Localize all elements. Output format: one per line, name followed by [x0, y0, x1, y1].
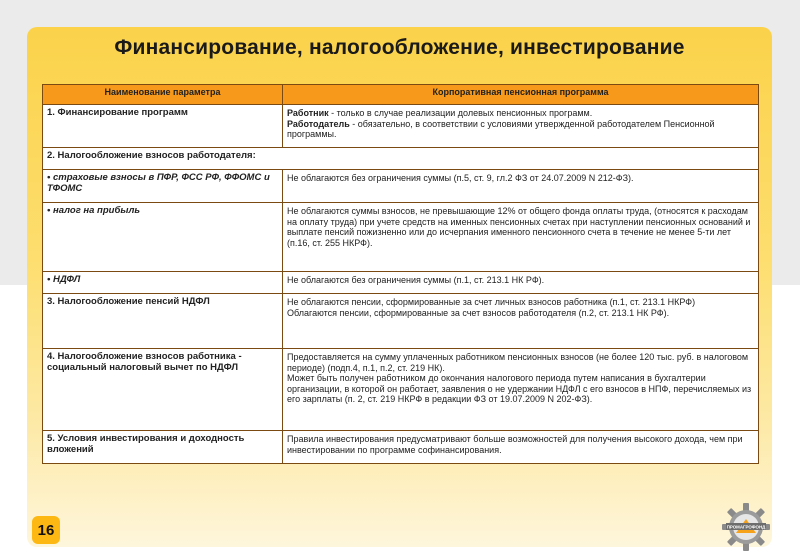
value-bold: Работодатель — [287, 118, 350, 129]
param-cell: • НДФЛ — [43, 272, 283, 294]
value-text: Облагаются пенсии, сформированные за счет взносов работодателя (п.2, ст. 213.1 НК РФ). — [287, 307, 670, 318]
value-cell: Не облагаются без ограничения суммы (п.1, ст. 213.1 НК РФ). — [283, 272, 759, 294]
param-cell: 5. Условия инвестирования и доходность вложений — [43, 431, 283, 464]
value-cell: Не облагаются без ограничения суммы (п.5, ст. 9, гл.2 ФЗ от 24.07.2009 N 212-ФЗ). — [283, 170, 759, 203]
header-parameter: Наименование параметра — [43, 85, 283, 105]
param-cell: 3. Налогообложение пенсий НДФЛ — [43, 294, 283, 349]
table-row — [43, 349, 759, 431]
param-cell: 4. Налогообложение взносов работника - социальный налоговый вычет по НДФЛ — [43, 349, 283, 431]
value-text: - только в случае реализации долевых пенсионных программ. — [328, 108, 593, 118]
value-text: Не облагаются пенсии, сформированные за счет личных взносов работника (п.1, ст. 213.1 НКРФ) — [287, 297, 696, 307]
pension-parameters-table — [42, 84, 759, 464]
value-cell — [283, 349, 759, 431]
table-row — [43, 170, 759, 203]
value-cell — [283, 294, 759, 349]
table-header-row — [43, 85, 759, 105]
slide-number-badge: 16 — [32, 516, 60, 544]
logo-label: ПРОМАГРОФОНД — [726, 524, 766, 530]
value-text: Может быть получен работником до окончания налогового периода путем написания в бухгалтерии организации, в которой он работает, заявления о не удержании НДФЛ с его взносов в НПФ, перечисляемых из его зарплаты (п. 2, ст. 219 НКРФ в редакции ФЗ от 19.07.2009 N 202-ФЗ). — [287, 373, 752, 404]
slide-title: Финансирование, налогообложение, инвестирование — [114, 36, 685, 59]
table-row — [43, 148, 759, 170]
param-cell: 1. Финансирование программ — [43, 105, 283, 148]
table-row — [43, 105, 759, 148]
value-cell: Правила инвестирования предусматривают больше возможностей для получения высокого дохода, чем при инвестировании по программе софинансирования. — [283, 431, 759, 464]
table-row — [43, 294, 759, 349]
value-bold: Работник — [287, 108, 329, 118]
value-text: - обязательно, в соответствии с условиями утвержденной работодателем Пенсионной программы. — [287, 118, 715, 139]
param-cell: • страховые взносы в ПФР, ФСС РФ, ФФОМС и ТФОМС — [43, 170, 283, 203]
promagrofond-logo-icon — [722, 503, 770, 551]
table-row — [43, 272, 759, 294]
value-cell: Не облагаются суммы взносов, не превышающие 12% от общего фонда оплаты труда, (относятся к расходам на оплату труда) при учете средств на именных пенсионных счетах при наступлении пенсионных оснований и выплате пенсий пожизненно или до исчерпания именного пенсионного счета в течение не менее 5-ти лет (п.16, ст. 255 НКРФ). — [283, 203, 759, 272]
param-cell: • налог на прибыль — [43, 203, 283, 272]
table-row — [43, 203, 759, 272]
section-cell: 2. Налогообложение взносов работодателя: — [43, 148, 759, 170]
value-text: Предоставляется на сумму уплаченных работником пенсионных взносов (не более 120 тыс. руб. в налоговом периоде) (подп.4, п.1, п.2, ст. 219 НК). — [287, 352, 749, 373]
table-row — [43, 431, 759, 464]
value-cell — [283, 105, 759, 148]
header-program: Корпоративная пенсионная программа — [283, 85, 759, 105]
